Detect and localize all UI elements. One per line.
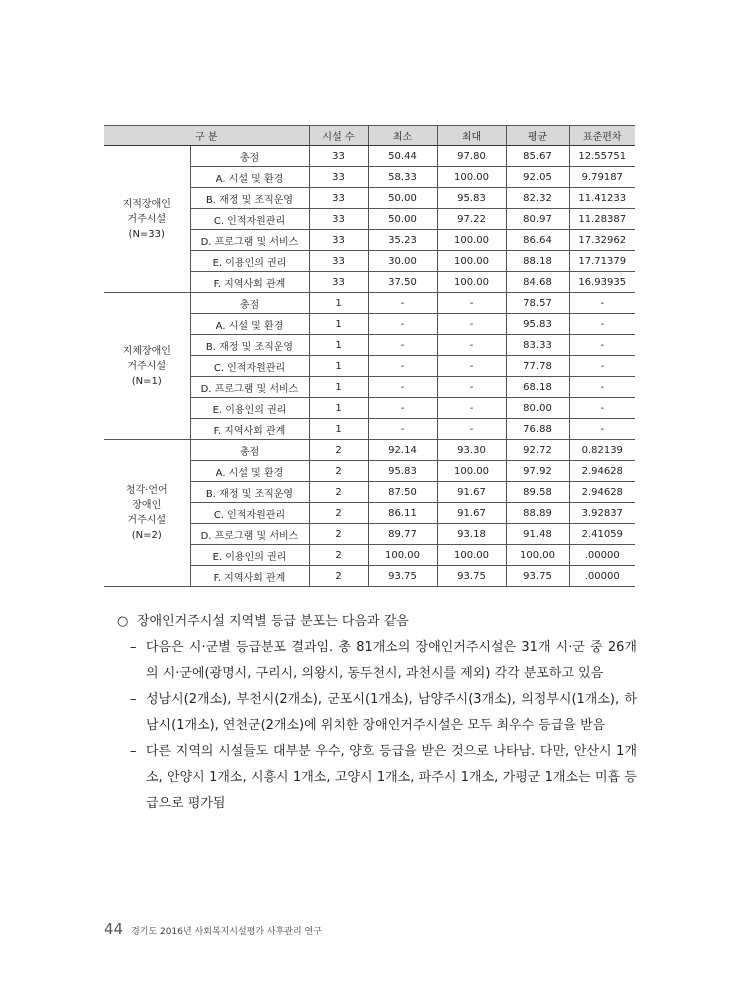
- min-cell: -: [368, 377, 437, 398]
- item-label: F. 지역사회 관계: [190, 419, 309, 440]
- stddev-cell: -: [569, 398, 635, 419]
- heading-text: 장애인거주시설 지역별 등급 분포는 다음과 같음: [137, 614, 409, 629]
- page-footer: [104, 920, 322, 938]
- mean-cell: 78.57: [506, 293, 569, 314]
- min-cell: -: [368, 314, 437, 335]
- count-cell: 2: [309, 503, 368, 524]
- count-cell: 2: [309, 461, 368, 482]
- mean-cell: 80.97: [506, 209, 569, 230]
- table-row: [104, 440, 635, 461]
- max-cell: 100.00: [437, 251, 506, 272]
- mean-cell: 76.88: [506, 419, 569, 440]
- max-cell: 100.00: [437, 272, 506, 293]
- max-cell: -: [437, 314, 506, 335]
- item-label: 총점: [190, 293, 309, 314]
- max-cell: 100.00: [437, 167, 506, 188]
- count-cell: 1: [309, 377, 368, 398]
- mean-cell: 100.00: [506, 545, 569, 566]
- min-cell: 50.00: [368, 188, 437, 209]
- mean-cell: 88.18: [506, 251, 569, 272]
- min-cell: 89.77: [368, 524, 437, 545]
- max-cell: 97.80: [437, 146, 506, 167]
- mean-cell: 86.64: [506, 230, 569, 251]
- summary-section: [117, 609, 637, 817]
- table-header-row: [104, 126, 635, 146]
- count-cell: 1: [309, 314, 368, 335]
- max-cell: 95.83: [437, 188, 506, 209]
- list-item-text: 다른 지역의 시설들도 대부분 우수, 양호 등급을 받은 것으로 나타남. 다만, 안산시 1개소, 안양시 1개소, 시흥시 1개소, 고양시 1개소, 파주시 1개소, 가평군 1개소는 미흡 등급으로 평가됨: [146, 744, 637, 811]
- stddev-cell: 0.82139: [569, 440, 635, 461]
- item-label: E. 이용인의 권리: [190, 251, 309, 272]
- count-cell: 1: [309, 398, 368, 419]
- min-cell: 87.50: [368, 482, 437, 503]
- min-cell: -: [368, 335, 437, 356]
- count-cell: 33: [309, 167, 368, 188]
- min-cell: 93.75: [368, 566, 437, 587]
- mean-cell: 88.89: [506, 503, 569, 524]
- running-title: 경기도 2016년 사회복지시설평가 사후관리 연구: [131, 927, 322, 937]
- item-label: C. 인적자원관리: [190, 503, 309, 524]
- statistics-table: [104, 125, 635, 587]
- count-cell: 1: [309, 293, 368, 314]
- circle-bullet-icon: ○: [117, 614, 129, 629]
- stddev-cell: -: [569, 335, 635, 356]
- group-label: 청각·언어 장애인 거주시설 (N=2): [104, 440, 190, 587]
- group-label: 지적장애인 거주시설 (N=33): [104, 146, 190, 293]
- max-cell: -: [437, 293, 506, 314]
- stddev-cell: -: [569, 419, 635, 440]
- stddev-cell: 2.94628: [569, 482, 635, 503]
- count-cell: 33: [309, 272, 368, 293]
- stddev-cell: 9.79187: [569, 167, 635, 188]
- stddev-cell: 17.71379: [569, 251, 635, 272]
- mean-cell: 83.33: [506, 335, 569, 356]
- mean-cell: 93.75: [506, 566, 569, 587]
- mean-cell: 97.92: [506, 461, 569, 482]
- stddev-cell: 11.41233: [569, 188, 635, 209]
- group-label: 지체장애인 거주시설 (N=1): [104, 293, 190, 440]
- stddev-cell: -: [569, 356, 635, 377]
- list-item-text: 다음은 시·군별 등급분포 결과임. 총 81개소의 장애인거주시설은 31개 시·군 중 26개의 시·군에(광명시, 구리시, 의왕시, 동두천시, 과천시를 제외) 각각 분포하고 있음: [146, 640, 637, 681]
- table-group: [104, 146, 635, 293]
- count-cell: 33: [309, 251, 368, 272]
- count-cell: 33: [309, 146, 368, 167]
- min-cell: -: [368, 293, 437, 314]
- table-row: [104, 146, 635, 167]
- mean-cell: 84.68: [506, 272, 569, 293]
- item-label: B. 재정 및 조직운영: [190, 335, 309, 356]
- mean-cell: 92.72: [506, 440, 569, 461]
- stddev-cell: -: [569, 293, 635, 314]
- stddev-cell: 2.94628: [569, 461, 635, 482]
- count-cell: 2: [309, 482, 368, 503]
- list-item-text: 성남시(2개소), 부천시(2개소), 군포시(1개소), 남양주시(3개소), 의정부시(1개소), 하남시(1개소), 연천군(2개소)에 위치한 장애인거주시설은 모두 최우수 등급을 받음: [146, 692, 637, 733]
- mean-cell: 95.83: [506, 314, 569, 335]
- max-cell: 91.67: [437, 482, 506, 503]
- min-cell: -: [368, 356, 437, 377]
- min-cell: -: [368, 419, 437, 440]
- max-cell: 100.00: [437, 461, 506, 482]
- count-cell: 1: [309, 419, 368, 440]
- min-cell: -: [368, 398, 437, 419]
- stddev-cell: 2.41059: [569, 524, 635, 545]
- item-label: B. 재정 및 조직운영: [190, 188, 309, 209]
- count-cell: 1: [309, 356, 368, 377]
- table-row: [104, 293, 635, 314]
- count-cell: 2: [309, 566, 368, 587]
- mean-cell: 91.48: [506, 524, 569, 545]
- max-cell: 93.30: [437, 440, 506, 461]
- header-max: 최대: [437, 126, 506, 146]
- stddev-cell: 12.55751: [569, 146, 635, 167]
- max-cell: -: [437, 335, 506, 356]
- dash-bullet-icon: –: [130, 692, 137, 707]
- min-cell: 100.00: [368, 545, 437, 566]
- item-label: D. 프로그램 및 서비스: [190, 524, 309, 545]
- list-item: [117, 687, 637, 739]
- stddev-cell: 3.92837: [569, 503, 635, 524]
- dash-bullet-icon: –: [130, 744, 137, 759]
- header-min: 최소: [368, 126, 437, 146]
- header-count: 시설 수: [309, 126, 368, 146]
- max-cell: 97.22: [437, 209, 506, 230]
- item-label: E. 이용인의 권리: [190, 545, 309, 566]
- count-cell: 2: [309, 545, 368, 566]
- min-cell: 37.50: [368, 272, 437, 293]
- max-cell: 91.67: [437, 503, 506, 524]
- item-label: B. 재정 및 조직운영: [190, 482, 309, 503]
- item-label: D. 프로그램 및 서비스: [190, 230, 309, 251]
- max-cell: -: [437, 398, 506, 419]
- min-cell: 30.00: [368, 251, 437, 272]
- min-cell: 35.23: [368, 230, 437, 251]
- header-mean: 평균: [506, 126, 569, 146]
- item-label: A. 시설 및 환경: [190, 167, 309, 188]
- count-cell: 2: [309, 524, 368, 545]
- stddev-cell: -: [569, 314, 635, 335]
- dash-bullet-icon: –: [130, 640, 137, 655]
- min-cell: 50.44: [368, 146, 437, 167]
- table-group: [104, 293, 635, 440]
- max-cell: 93.18: [437, 524, 506, 545]
- min-cell: 50.00: [368, 209, 437, 230]
- min-cell: 58.33: [368, 167, 437, 188]
- max-cell: 100.00: [437, 230, 506, 251]
- max-cell: -: [437, 377, 506, 398]
- item-label: E. 이용인의 권리: [190, 398, 309, 419]
- item-label: C. 인적자원관리: [190, 209, 309, 230]
- item-label: F. 지역사회 관계: [190, 566, 309, 587]
- min-cell: 86.11: [368, 503, 437, 524]
- header-category: 구 분: [104, 126, 309, 146]
- item-label: F. 지역사회 관계: [190, 272, 309, 293]
- max-cell: 100.00: [437, 545, 506, 566]
- list-item: [117, 635, 637, 687]
- section-heading: [117, 609, 637, 635]
- count-cell: 33: [309, 209, 368, 230]
- table-group: [104, 440, 635, 587]
- stddev-cell: 11.28387: [569, 209, 635, 230]
- item-label: A. 시설 및 환경: [190, 314, 309, 335]
- max-cell: -: [437, 419, 506, 440]
- item-label: 총점: [190, 146, 309, 167]
- list-item: [117, 739, 637, 817]
- mean-cell: 77.78: [506, 356, 569, 377]
- max-cell: 93.75: [437, 566, 506, 587]
- count-cell: 2: [309, 440, 368, 461]
- mean-cell: 92.05: [506, 167, 569, 188]
- count-cell: 1: [309, 335, 368, 356]
- item-label: C. 인적자원관리: [190, 356, 309, 377]
- max-cell: -: [437, 356, 506, 377]
- page-number: 44: [104, 920, 124, 938]
- count-cell: 33: [309, 230, 368, 251]
- item-label: D. 프로그램 및 서비스: [190, 377, 309, 398]
- min-cell: 95.83: [368, 461, 437, 482]
- header-stddev: 표준편차: [569, 126, 635, 146]
- item-label: 총점: [190, 440, 309, 461]
- stddev-cell: 17.32962: [569, 230, 635, 251]
- stddev-cell: 16.93935: [569, 272, 635, 293]
- item-label: A. 시설 및 환경: [190, 461, 309, 482]
- stddev-cell: .00000: [569, 566, 635, 587]
- min-cell: 92.14: [368, 440, 437, 461]
- stddev-cell: -: [569, 377, 635, 398]
- mean-cell: 82.32: [506, 188, 569, 209]
- mean-cell: 89.58: [506, 482, 569, 503]
- mean-cell: 85.67: [506, 146, 569, 167]
- count-cell: 33: [309, 188, 368, 209]
- stddev-cell: .00000: [569, 545, 635, 566]
- mean-cell: 80.00: [506, 398, 569, 419]
- mean-cell: 68.18: [506, 377, 569, 398]
